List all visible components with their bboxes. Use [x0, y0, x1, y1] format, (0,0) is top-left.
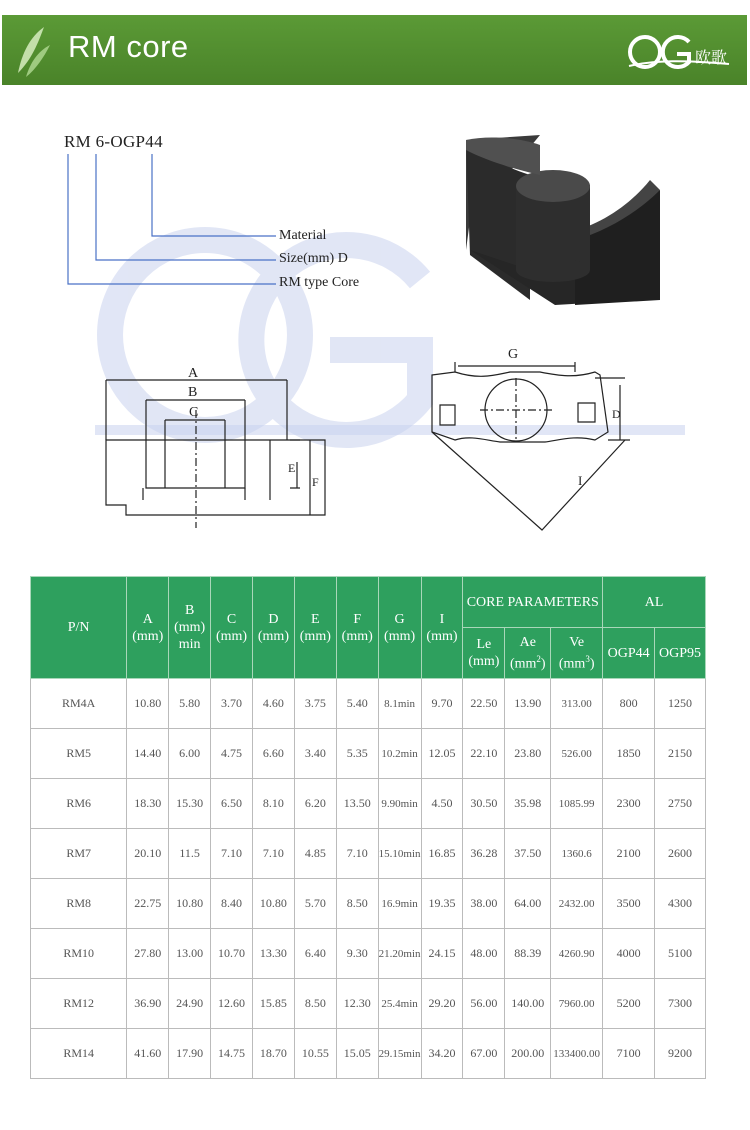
part-number-cell: RM10 [31, 929, 127, 979]
table-cell: 24.15 [421, 929, 463, 979]
table-cell: 10.70 [211, 929, 253, 979]
part-number-cell: RM8 [31, 879, 127, 929]
header-f: F (mm) [336, 577, 378, 679]
table-cell: 29.20 [421, 979, 463, 1029]
table-cell: 23.80 [505, 729, 551, 779]
header-ve: Ve $(mm^3)$ [551, 628, 603, 679]
table-cell: 36.28 [463, 829, 505, 879]
table-cell: 12.60 [211, 979, 253, 1029]
table-cell: 5.35 [336, 729, 378, 779]
part-code: RM 6-OGP44 [64, 132, 163, 151]
table-cell: 2100 [603, 829, 655, 879]
table-cell: 20.10 [127, 829, 169, 879]
table-cell: 35.98 [505, 779, 551, 829]
table-cell: 48.00 [463, 929, 505, 979]
table-cell: 21.20min [378, 929, 421, 979]
table-cell: 10.80 [252, 879, 294, 929]
table-cell: 4.60 [252, 679, 294, 729]
table-cell: 13.50 [336, 779, 378, 829]
table-cell: 2750 [655, 779, 706, 829]
table-cell: 27.80 [127, 929, 169, 979]
table-cell: 1360.6 [551, 829, 603, 879]
table-cell: 15.05 [336, 1029, 378, 1079]
table-cell: 18.70 [252, 1029, 294, 1079]
table-row [31, 929, 706, 979]
table-cell: 7960.00 [551, 979, 603, 1029]
table-cell: 10.80 [127, 679, 169, 729]
table-cell: 9200 [655, 1029, 706, 1079]
table-cell: 1250 [655, 679, 706, 729]
table-cell: 56.00 [463, 979, 505, 1029]
table-cell: 11.5 [169, 829, 211, 879]
legend-size: Size(mm) D [279, 251, 348, 266]
header-al: AL [603, 577, 706, 628]
table-cell: 12.05 [421, 729, 463, 779]
table-cell: 14.75 [211, 1029, 253, 1079]
header-ogp44: OGP44 [603, 628, 655, 679]
table-cell: 8.1min [378, 679, 421, 729]
table-cell: 41.60 [127, 1029, 169, 1079]
table-cell: 2150 [655, 729, 706, 779]
table-row [31, 679, 706, 729]
table-cell: 38.00 [463, 879, 505, 929]
technical-drawings [0, 0, 750, 560]
table-cell: 6.20 [294, 779, 336, 829]
table-cell: 7300 [655, 979, 706, 1029]
table-cell: 88.39 [505, 929, 551, 979]
table-cell: 5.80 [169, 679, 211, 729]
table-cell: 313.00 [551, 679, 603, 729]
table-cell: 18.30 [127, 779, 169, 829]
table-cell: 13.30 [252, 929, 294, 979]
table-cell: 6.40 [294, 929, 336, 979]
table-cell: 6.50 [211, 779, 253, 829]
table-cell: 6.60 [252, 729, 294, 779]
header-c: C (mm) [211, 577, 253, 679]
part-number-cell: RM12 [31, 979, 127, 1029]
table-cell: 9.30 [336, 929, 378, 979]
table-cell: 3.40 [294, 729, 336, 779]
header-a: A (mm) [127, 577, 169, 679]
header-ae: Ae $(mm^2)$ [505, 628, 551, 679]
table-cell: 8.50 [294, 979, 336, 1029]
rm-core-spec-table [30, 576, 706, 1079]
table-cell: 3500 [603, 879, 655, 929]
table-cell: 64.00 [505, 879, 551, 929]
header-le: Le (mm) [463, 628, 505, 679]
legend-material: Material [279, 228, 327, 243]
table-cell: 13.00 [169, 929, 211, 979]
table-cell: 25.4min [378, 979, 421, 1029]
part-number-cell: RM5 [31, 729, 127, 779]
table-cell: 7100 [603, 1029, 655, 1079]
table-cell: 8.50 [336, 879, 378, 929]
table-cell: 12.30 [336, 979, 378, 1029]
table-cell: 526.00 [551, 729, 603, 779]
dim-label-c: C [189, 405, 199, 420]
table-cell: 4.50 [421, 779, 463, 829]
legend-type: RM type Core [279, 275, 360, 290]
table-cell: 16.9min [378, 879, 421, 929]
table-row [31, 979, 706, 1029]
table-row [31, 1029, 706, 1079]
table-cell: 22.50 [463, 679, 505, 729]
table-cell: 2432.00 [551, 879, 603, 929]
part-number-cell: RM4A [31, 679, 127, 729]
part-number-cell: RM6 [31, 779, 127, 829]
table-cell: 3.70 [211, 679, 253, 729]
table-cell: 29.15min [378, 1029, 421, 1079]
table-cell: 13.90 [505, 679, 551, 729]
header-pn: P/N [31, 577, 127, 679]
table-cell: 4000 [603, 929, 655, 979]
dim-label-d: D [612, 407, 621, 421]
dim-label-a: A [188, 366, 199, 381]
dim-label-e: E [288, 461, 296, 475]
dim-label-i: I [578, 473, 583, 488]
table-cell: 2300 [603, 779, 655, 829]
dim-label-b: B [188, 385, 198, 400]
table-cell: 9.90min [378, 779, 421, 829]
table-cell: 10.2min [378, 729, 421, 779]
rm-core-3d-image [466, 135, 660, 305]
table-cell: 133400.00 [551, 1029, 603, 1079]
table-cell: 15.10min [378, 829, 421, 879]
table-row [31, 879, 706, 929]
table-cell: 4.85 [294, 829, 336, 879]
table-cell: 200.00 [505, 1029, 551, 1079]
table-cell: 24.90 [169, 979, 211, 1029]
table-cell: 15.30 [169, 779, 211, 829]
table-cell: 14.40 [127, 729, 169, 779]
table-cell: 22.10 [463, 729, 505, 779]
table-row [31, 729, 706, 779]
table-cell: 3.75 [294, 679, 336, 729]
table-cell: 67.00 [463, 1029, 505, 1079]
table-cell: 5.70 [294, 879, 336, 929]
header-ogp95: OGP95 [655, 628, 706, 679]
header-i: I (mm) [421, 577, 463, 679]
header-e: E (mm) [294, 577, 336, 679]
table-cell: 7.10 [336, 829, 378, 879]
table-cell: 10.80 [169, 879, 211, 929]
table-cell: 8.10 [252, 779, 294, 829]
table-cell: 2600 [655, 829, 706, 879]
table-cell: 10.55 [294, 1029, 336, 1079]
table-cell: 30.50 [463, 779, 505, 829]
table-cell: 800 [603, 679, 655, 729]
table-cell: 1850 [603, 729, 655, 779]
dim-label-g: G [508, 347, 519, 362]
table-cell: 1085.99 [551, 779, 603, 829]
table-cell: 22.75 [127, 879, 169, 929]
table-cell: 16.85 [421, 829, 463, 879]
header-core-parameters: CORE PARAMETERS [463, 577, 603, 628]
table-cell: 8.40 [211, 879, 253, 929]
table-cell: 15.85 [252, 979, 294, 1029]
table-cell: 5.40 [336, 679, 378, 729]
table-cell: 140.00 [505, 979, 551, 1029]
logo-text: 欧歌 [694, 48, 727, 67]
table-cell: 7.10 [252, 829, 294, 879]
table-cell: 19.35 [421, 879, 463, 929]
top-view-drawing [432, 362, 630, 530]
table-cell: 6.00 [169, 729, 211, 779]
header-b: B (mm) min [169, 577, 211, 679]
table-cell: 36.90 [127, 979, 169, 1029]
table-cell: 5200 [603, 979, 655, 1029]
header-d: D (mm) [252, 577, 294, 679]
legend-leader-lines [68, 154, 276, 284]
table-cell: 4260.90 [551, 929, 603, 979]
page-title: RM core [68, 29, 189, 64]
part-number-cell: RM7 [31, 829, 127, 879]
table-row [31, 779, 706, 829]
table-cell: 7.10 [211, 829, 253, 879]
table-cell: 37.50 [505, 829, 551, 879]
table-cell: 4300 [655, 879, 706, 929]
table-cell: 4.75 [211, 729, 253, 779]
part-number-cell: RM14 [31, 1029, 127, 1079]
header-g: G (mm) [378, 577, 421, 679]
table-cell: 9.70 [421, 679, 463, 729]
table-row [31, 829, 706, 879]
dim-label-f: F [312, 475, 319, 489]
table-cell: 17.90 [169, 1029, 211, 1079]
table-cell: 34.20 [421, 1029, 463, 1079]
side-view-drawing [106, 380, 325, 528]
table-cell: 5100 [655, 929, 706, 979]
